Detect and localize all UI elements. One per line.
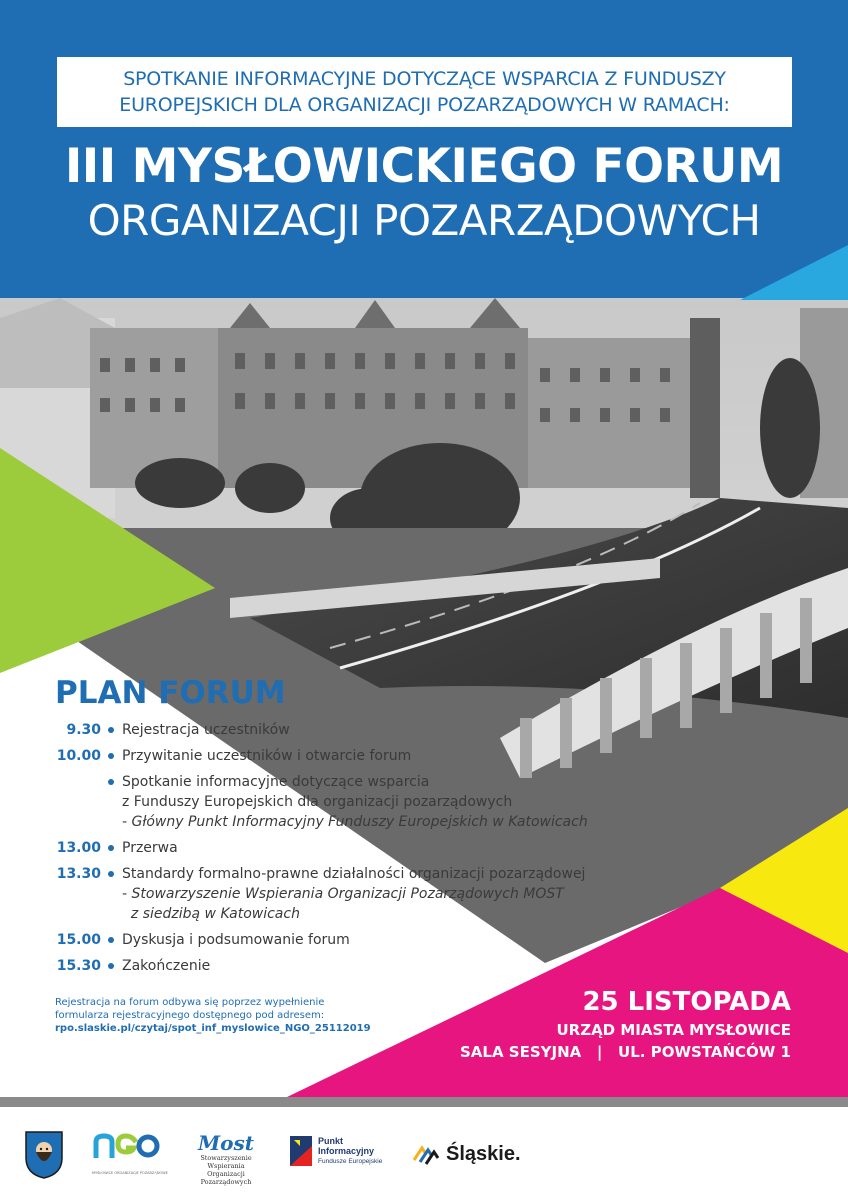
agenda-text: Dyskusja i podsumowanie forum [122, 932, 350, 948]
most-subtitle-2: Organizacji Pozarządowych [200, 1170, 252, 1186]
ngo-logo [92, 1130, 172, 1180]
agenda-time: 10.00 [56, 748, 101, 764]
bullet-icon [108, 845, 114, 851]
footer-divider [0, 1097, 848, 1107]
agenda-text: Zakończenie [122, 958, 211, 974]
event-date: 25 LISTOPADA [582, 987, 791, 1017]
agenda-text: z Funduszy Europejskich dla organizacji pozarządowych [122, 794, 513, 810]
agenda-item [55, 956, 655, 976]
pi-line-2: Informacyjny [318, 1146, 375, 1156]
header-banner [0, 0, 848, 298]
agenda-item [55, 930, 655, 950]
bullet-icon [108, 871, 114, 877]
registration-line-2: formularza rejestracyjnego dostępnego pod adresem: [55, 1010, 325, 1021]
most-logo [186, 1132, 266, 1186]
most-logo-text: Most [198, 1131, 254, 1155]
event-place: URZĄD MIASTA MYSŁOWICE [556, 1021, 791, 1039]
agenda-item [55, 746, 655, 766]
bullet-icon [108, 963, 114, 969]
agenda-text: Spotkanie informacyjne dotyczące wsparcia [122, 774, 430, 790]
agenda-text: Rejestracja uczestników [122, 722, 290, 738]
ngo-logo-icon [92, 1130, 162, 1164]
agenda-speaker: z siedzibą w Katowicach [122, 906, 300, 922]
agenda-text: Przerwa [122, 840, 178, 856]
partner-logos [0, 1110, 848, 1200]
subtitle-line-2: EUROPEJSKICH DLA ORGANIZACJI POZARZĄDOWYCH W RAMACH: [119, 94, 730, 116]
bullet-icon [108, 779, 114, 785]
registration-link[interactable]: rpo.slaskie.pl/czytaj/spot_inf_myslowice_NGO_25112019 [55, 1023, 371, 1034]
agenda-time: 15.00 [56, 932, 101, 948]
agenda-time: 13.30 [56, 866, 101, 882]
agenda-time: 15.30 [56, 958, 101, 974]
subtitle-box [57, 57, 792, 127]
agenda-time: 13.00 [56, 840, 101, 856]
agenda-text: Standardy formalno-prawne działalności organizacji pozarządowej [122, 866, 586, 882]
header-blue-corner [740, 245, 848, 300]
agenda-text: Przywitanie uczestników i otwarcie forum [122, 748, 412, 764]
plan-title: PLAN FORUM [55, 675, 286, 711]
punkt-informacyjny-logo [290, 1136, 390, 1176]
title-line-2: ORGANIZACJI POZARZĄDOWYCH [87, 196, 761, 245]
title-line-1: III MYSŁOWICKIEGO FORUM [64, 139, 784, 194]
subtitle-line-1: SPOTKANIE INFORMACYJNE DOTYCZĄCE WSPARCIA Z FUNDUSZY [123, 68, 726, 90]
slaskie-wave-icon [412, 1142, 440, 1166]
agenda-item [55, 864, 655, 924]
pi-line-1: Punkt [318, 1136, 344, 1146]
bullet-icon [108, 727, 114, 733]
slaskie-logo [412, 1142, 532, 1172]
event-room: SALA SESYJNA | UL. POWSTAŃCÓW 1 [459, 1043, 791, 1061]
agenda-time: 9.30 [66, 722, 101, 738]
registration-note [55, 996, 385, 1035]
most-subtitle-1: Stowarzyszenie Wspierania [200, 1154, 252, 1170]
registration-line-1: Rejestracja na forum odbywa się poprzez wypełnienie [55, 997, 325, 1008]
myslowice-coat-of-arms-icon [24, 1130, 64, 1180]
ngo-tagline: MYSŁOWICE ORGANIZACJE POZARZĄDOWE [92, 1171, 168, 1175]
agenda-speaker: - Stowarzyszenie Wspierania Organizacji Pozarządowych MOST [122, 886, 564, 902]
agenda-list [55, 720, 655, 982]
agenda-item [55, 720, 655, 740]
event-info [460, 985, 791, 1063]
pi-line-3: Fundusze Europejskie [318, 1158, 383, 1165]
agenda-item [55, 772, 655, 832]
eu-funds-icon [290, 1136, 312, 1166]
agenda-speaker: - Główny Punkt Informacyjny Funduszy Europejskich w Katowicach [122, 814, 588, 830]
slaskie-text: Śląskie. [446, 1143, 521, 1165]
bullet-icon [108, 937, 114, 943]
bullet-icon [108, 753, 114, 759]
agenda-item [55, 838, 655, 858]
